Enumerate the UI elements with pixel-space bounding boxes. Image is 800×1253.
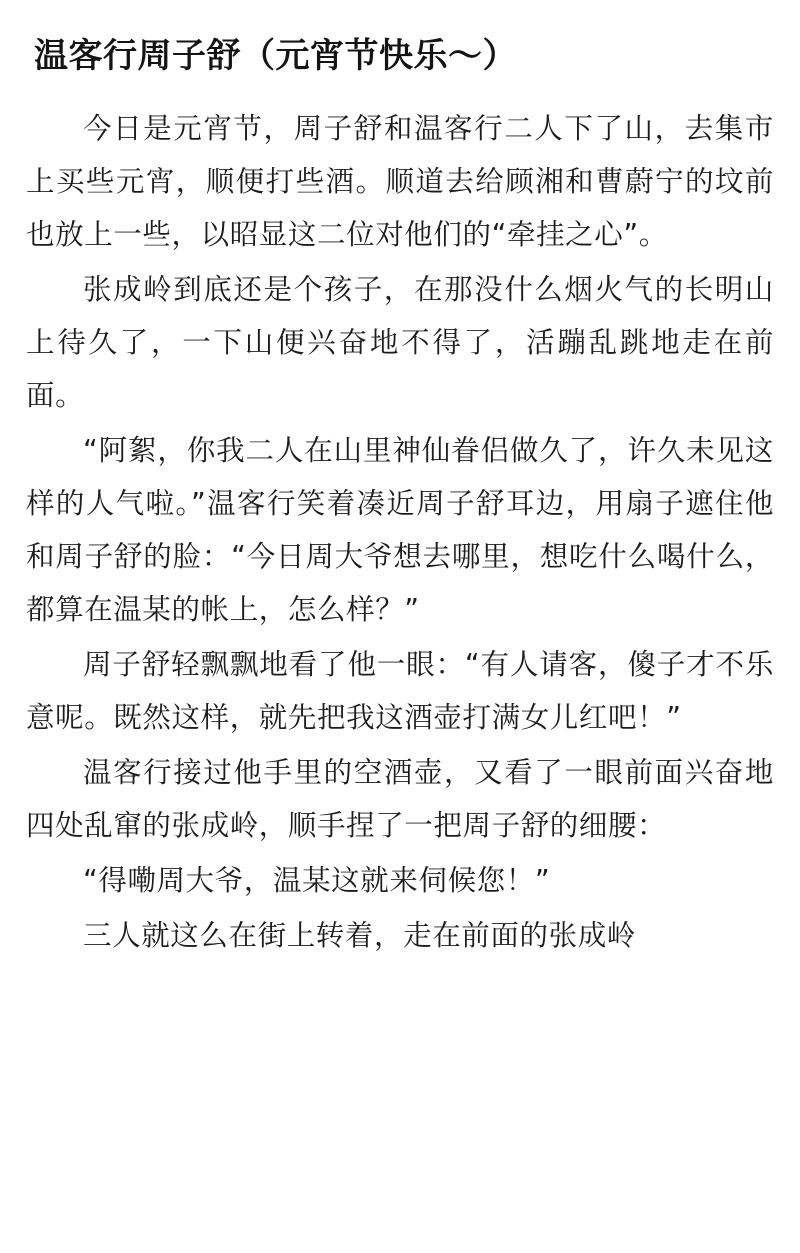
paragraph: 张成岭到底还是个孩子，在那没什么烟火气的长明山上待久了，一下山便兴奋地不得了，活蹦乱跳地走在前面。 [26, 272, 774, 412]
paragraph: 今日是元宵节，周子舒和温客行二人下了山，去集市上买些元宵，顺便打些酒。顺道去给顾湘和曹蔚宁的坟前也放上一些，以昭显这二位对他们的“牵挂之心”。 [26, 111, 774, 251]
paragraph: 温客行接过他手里的空酒壶，又看了一眼前面兴奋地四处乱窜的张成岭，顺手捏了一把周子舒的细腰： [26, 755, 774, 842]
paragraph: “得嘞周大爷，温某这就来伺候您！” [83, 863, 551, 897]
paragraph: “阿絮，你我二人在山里神仙眷侣做久了，许久未见这样的人气啦。”温客行笑着凑近周子舒耳边，用扇子遮住他和周子舒的脸：“今日周大爷想去哪里，想吃什么喝什么，都算在温某的帐上，怎么样？” [26, 433, 774, 626]
document-body [26, 102, 774, 962]
page-title: 温客行周子舒（元宵节快乐～） [34, 36, 517, 76]
paragraph: 周子舒轻飘飘地看了他一眼：“有人请客，傻子才不乐意呢。既然这样，就先把我这酒壶打满女儿红吧！” [26, 647, 774, 734]
paragraph: 三人就这么在街上转着，走在前面的张成岭 [83, 918, 636, 952]
